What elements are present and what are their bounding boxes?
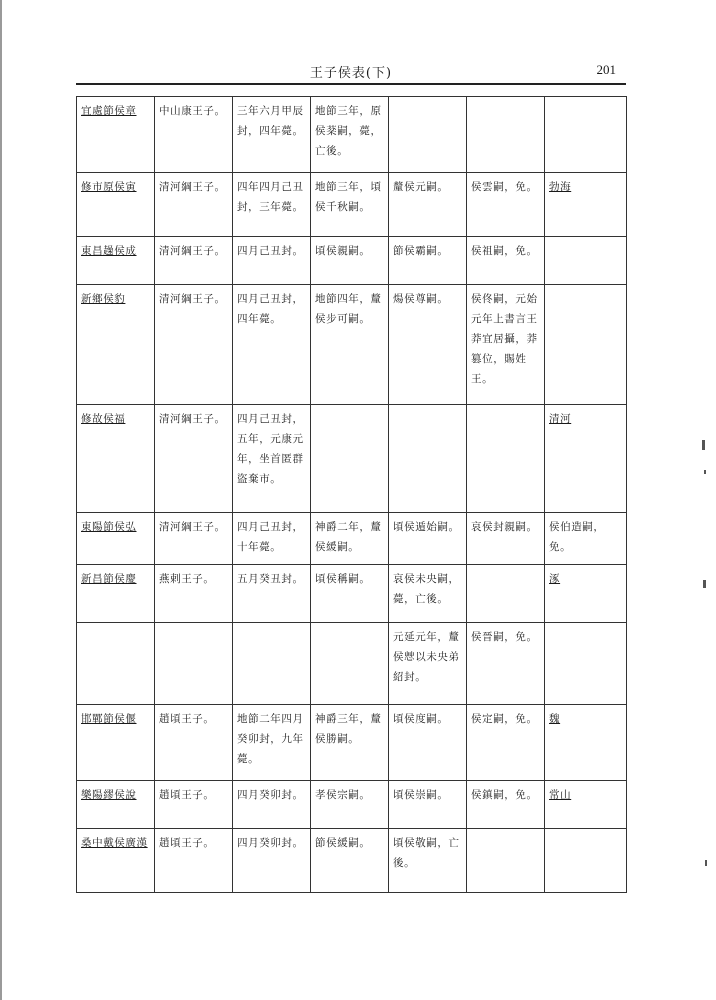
table-row <box>77 513 627 565</box>
table-row <box>77 173 627 237</box>
page-number: 201 <box>596 62 616 77</box>
cell-enfeoffment: 四月己丑封，四年薨。 <box>233 285 311 405</box>
cell-name: 邯鄲節侯偃 <box>77 705 155 781</box>
table-row <box>77 829 627 893</box>
cell-name: 修市原侯寅 <box>77 173 155 237</box>
table-row <box>77 781 627 829</box>
cell-gen3: 頃侯敬嗣，亡後。 <box>389 829 467 893</box>
cell-name: 宜處節侯章 <box>77 97 155 173</box>
cell-commandery <box>545 237 627 285</box>
cell-gen2: 頃侯親嗣。 <box>311 237 389 285</box>
table-row <box>77 705 627 781</box>
cell-gen3: 頃侯度嗣。 <box>389 705 467 781</box>
cell-name: 新鄉侯豹 <box>77 285 155 405</box>
cell-enfeoffment: 四月己丑封，五年，元康元年，坐首匿群盜棄市。 <box>233 405 311 513</box>
cell-gen2: 神爵三年，釐侯勝嗣。 <box>311 705 389 781</box>
cell-gen3: 煬侯尊嗣。 <box>389 285 467 405</box>
cell-lineage: 清河綱王子。 <box>155 405 233 513</box>
cell-gen4 <box>467 565 545 623</box>
cell-gen3 <box>389 97 467 173</box>
cell-gen4: 侯定嗣，免。 <box>467 705 545 781</box>
cell-gen2: 節侯緩嗣。 <box>311 829 389 893</box>
table-row <box>77 237 627 285</box>
cell-lineage: 趙頃王子。 <box>155 781 233 829</box>
cell-name: 桑中戴侯廣漢 <box>77 829 155 893</box>
cell-enfeoffment: 四月癸卯封。 <box>233 781 311 829</box>
scan-speck <box>704 470 706 474</box>
cell-commandery: 魏 <box>545 705 627 781</box>
cell-gen2: 頃侯稱嗣。 <box>311 565 389 623</box>
cell-lineage: 清河綱王子。 <box>155 513 233 565</box>
cell-enfeoffment: 四年四月己丑封，三年薨。 <box>233 173 311 237</box>
cell-lineage: 趙頃王子。 <box>155 829 233 893</box>
cell-enfeoffment: 地節二年四月癸卯封，九年薨。 <box>233 705 311 781</box>
cell-enfeoffment: 三年六月甲辰封，四年薨。 <box>233 97 311 173</box>
table-row <box>77 285 627 405</box>
cell-lineage: 清河綱王子。 <box>155 173 233 237</box>
cell-gen3: 頃侯崇嗣。 <box>389 781 467 829</box>
cell-gen2: 神爵二年，釐侯緩嗣。 <box>311 513 389 565</box>
cell-gen3: 頃侯遁始嗣。 <box>389 513 467 565</box>
cell-lineage: 燕剌王子。 <box>155 565 233 623</box>
cell-gen4: 哀侯封親嗣。 <box>467 513 545 565</box>
cell-gen3: 元延元年，釐侯𢘿以未央弟紹封。 <box>389 623 467 705</box>
page-left-edge <box>0 0 2 1000</box>
cell-lineage <box>155 623 233 705</box>
cell-gen2: 地節三年，頃侯千秋嗣。 <box>311 173 389 237</box>
cell-gen4 <box>467 405 545 513</box>
cell-enfeoffment: 五月癸丑封。 <box>233 565 311 623</box>
scan-speck <box>705 860 707 866</box>
cell-name: 東陽節侯弘 <box>77 513 155 565</box>
cell-commandery <box>545 97 627 173</box>
table-row <box>77 623 627 705</box>
cell-gen4 <box>467 97 545 173</box>
cell-enfeoffment: 四月己丑封，十年薨。 <box>233 513 311 565</box>
table-row <box>77 565 627 623</box>
cell-name <box>77 623 155 705</box>
cell-lineage: 中山康王子。 <box>155 97 233 173</box>
scan-speck <box>702 440 705 450</box>
cell-name: 樂陽繆侯說 <box>77 781 155 829</box>
header-rule <box>76 83 626 85</box>
cell-gen3: 釐侯元嗣。 <box>389 173 467 237</box>
cell-name: 新昌節侯慶 <box>77 565 155 623</box>
cell-gen2: 孝侯宗嗣。 <box>311 781 389 829</box>
page-header <box>76 58 626 86</box>
cell-gen3: 節侯霸嗣。 <box>389 237 467 285</box>
cell-enfeoffment <box>233 623 311 705</box>
running-title: 王子侯表(下) <box>309 66 393 81</box>
cell-gen2: 地節四年，釐侯步可嗣。 <box>311 285 389 405</box>
genealogy-table <box>76 96 627 893</box>
cell-commandery <box>545 623 627 705</box>
cell-commandery <box>545 285 627 405</box>
cell-commandery: 涿 <box>545 565 627 623</box>
cell-gen2 <box>311 405 389 513</box>
cell-commandery: 侯伯造嗣，免。 <box>545 513 627 565</box>
cell-lineage: 趙頃王子。 <box>155 705 233 781</box>
cell-lineage: 清河綱王子。 <box>155 285 233 405</box>
cell-commandery: 常山 <box>545 781 627 829</box>
cell-gen4: 侯晉嗣，免。 <box>467 623 545 705</box>
cell-gen3: 哀侯未央嗣，薨，亡後。 <box>389 565 467 623</box>
cell-name: 東昌趮侯成 <box>77 237 155 285</box>
cell-commandery: 清河 <box>545 405 627 513</box>
cell-enfeoffment: 四月己丑封。 <box>233 237 311 285</box>
cell-gen4: 侯雲嗣，免。 <box>467 173 545 237</box>
cell-gen2 <box>311 623 389 705</box>
cell-enfeoffment: 四月癸卯封。 <box>233 829 311 893</box>
cell-gen2: 地節三年，原侯棻嗣，薨，亡後。 <box>311 97 389 173</box>
cell-gen4: 侯佟嗣，元始元年上書言王莽宜居攝，莽篡位，賜姓王。 <box>467 285 545 405</box>
cell-gen4: 侯祖嗣，免。 <box>467 237 545 285</box>
cell-commandery <box>545 829 627 893</box>
cell-gen3 <box>389 405 467 513</box>
table-row <box>77 405 627 513</box>
cell-commandery: 勃海 <box>545 173 627 237</box>
cell-name: 修故侯福 <box>77 405 155 513</box>
cell-lineage: 清河綱王子。 <box>155 237 233 285</box>
cell-gen4: 侯鎮嗣，免。 <box>467 781 545 829</box>
table-row <box>77 97 627 173</box>
scan-speck <box>703 580 706 588</box>
cell-gen4 <box>467 829 545 893</box>
